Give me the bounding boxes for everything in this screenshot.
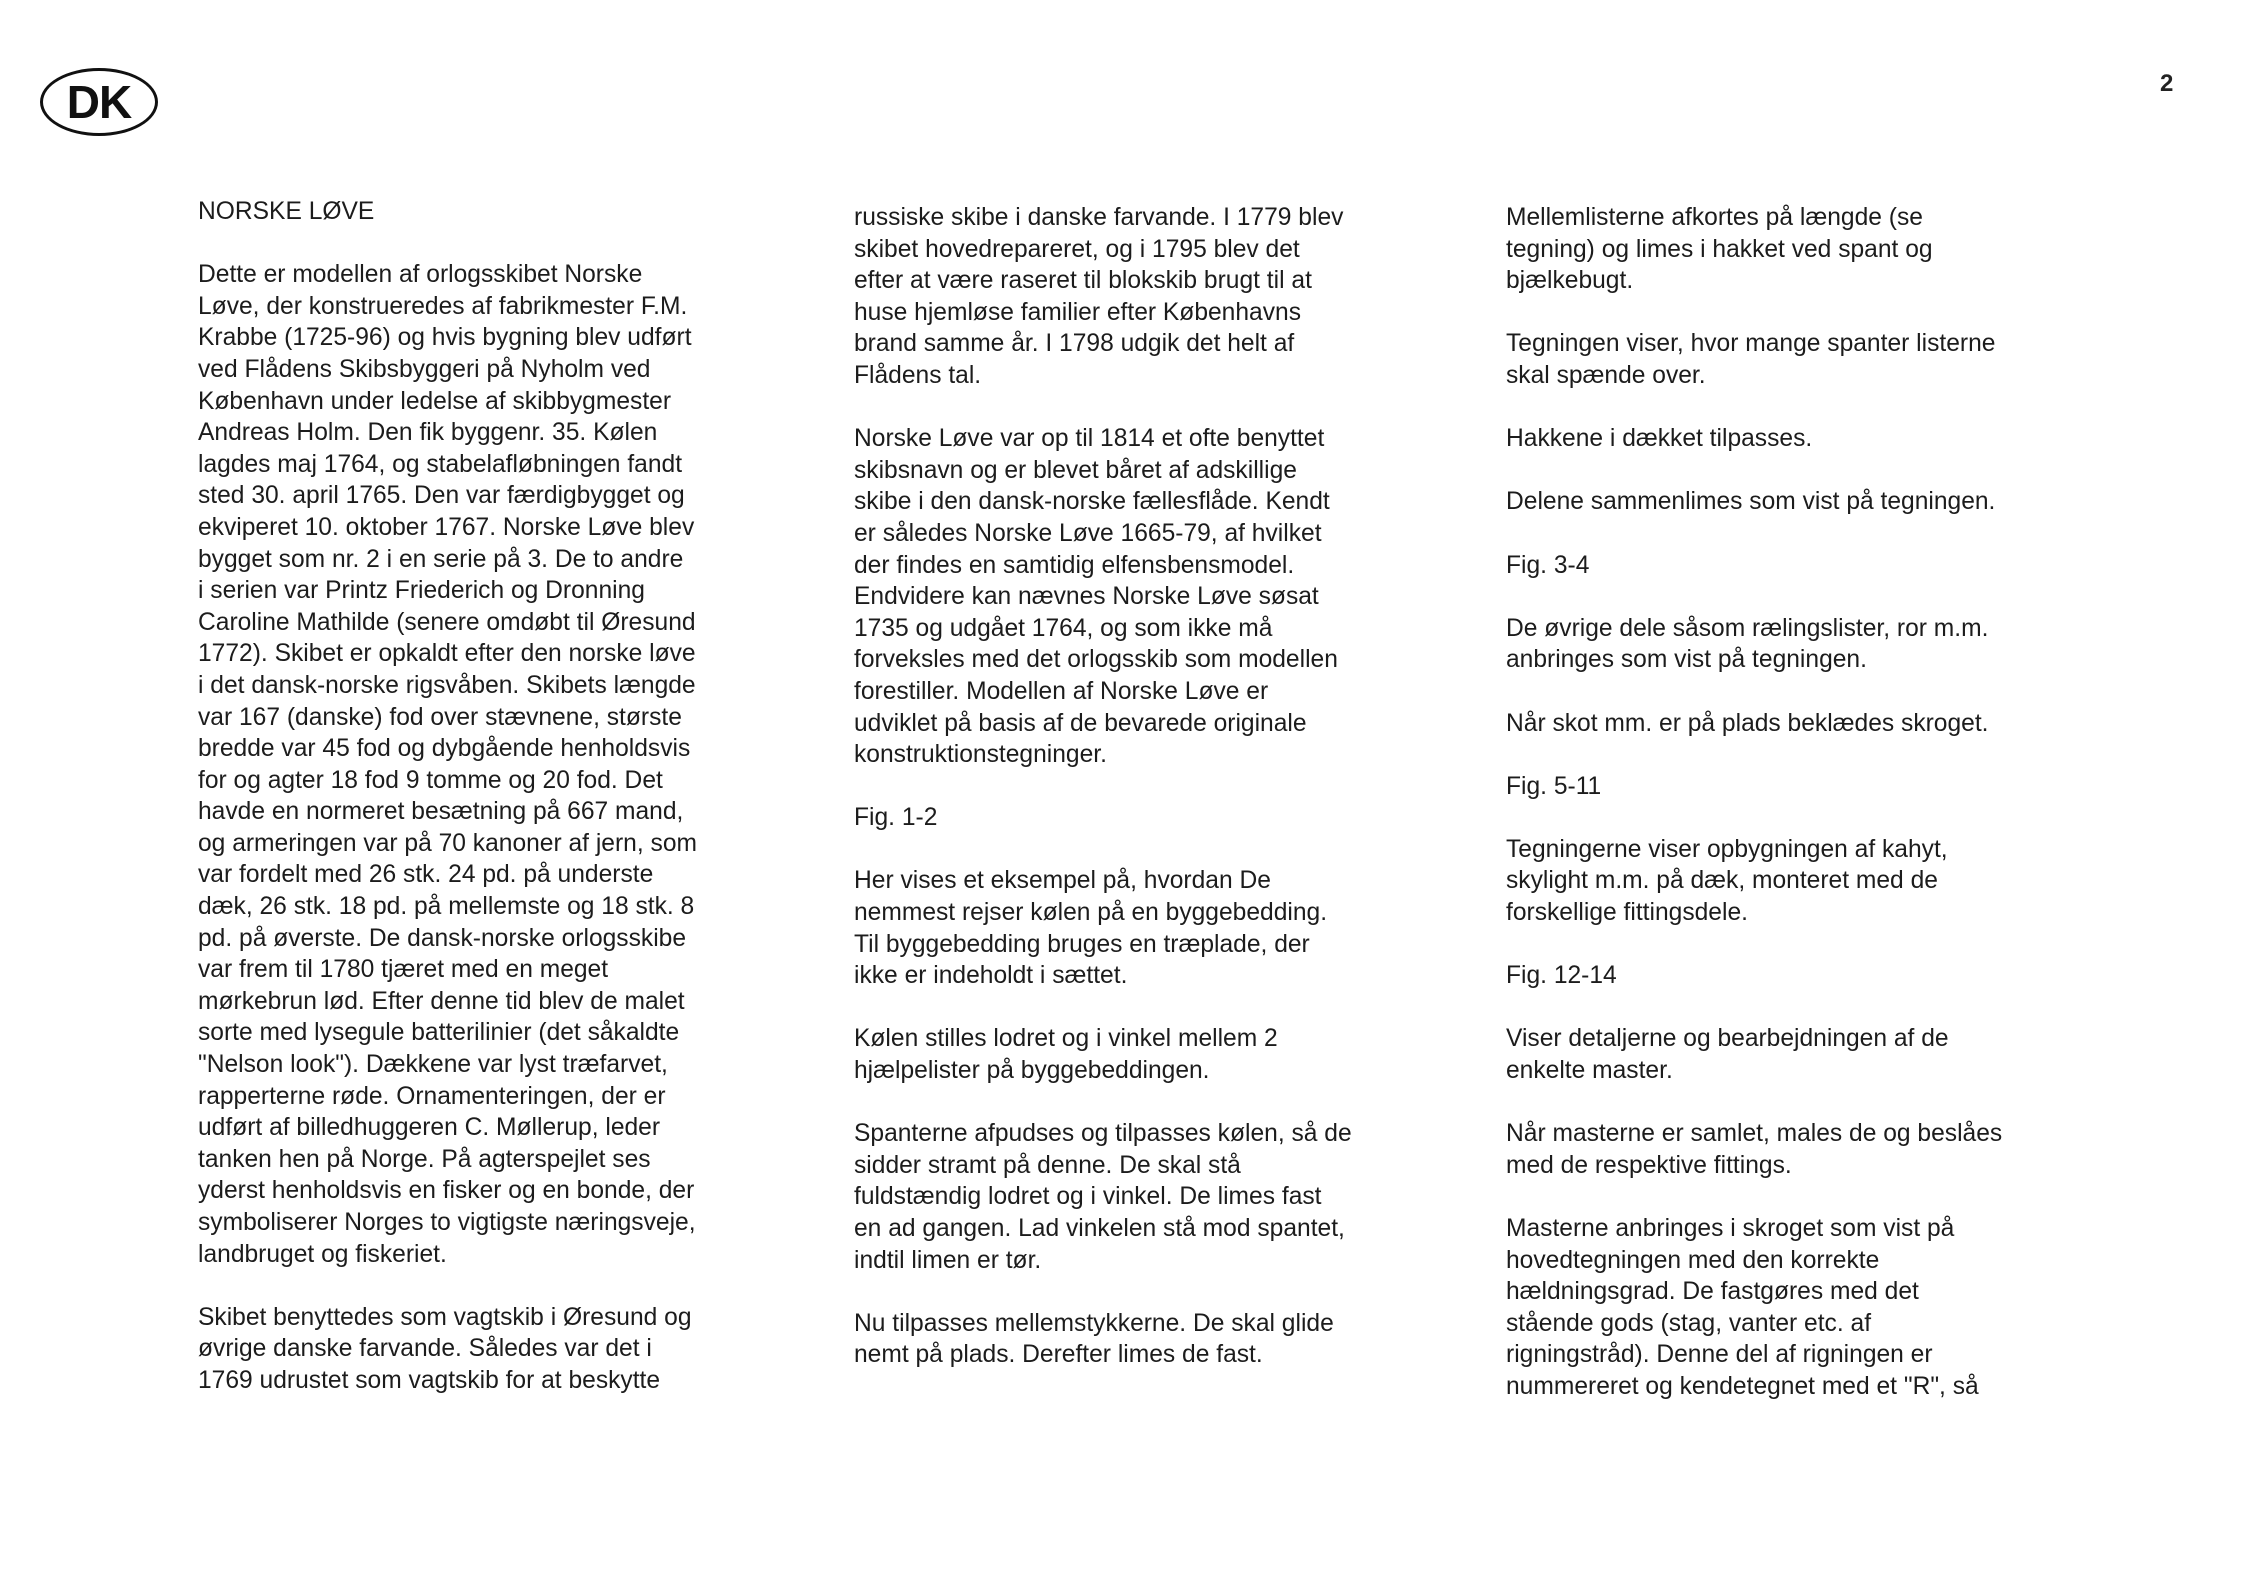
paragraph [1506,202,2096,297]
paragraph [198,196,788,228]
text-line: De øvrige dele såsom rælingslister, ror m.m. [1506,614,1989,642]
text-line: Hakkene i dækket tilpasses. [1506,425,1813,453]
text-line: i det dansk-norske rigsvåben. Skibets længde [198,671,696,699]
text-line: ved Flådens Skibsbyggeri på Nyholm ved [198,355,651,383]
country-badge: DK [40,68,158,136]
text-line: NORSKE LØVE [198,198,375,225]
text-line: brand samme år. I 1798 udgik det helt af [854,330,1295,358]
text-line: bygget som nr. 2 i en serie på 3. De to andre [198,545,684,573]
text-line: tanken hen på Norge. På agterspejlet ses [198,1145,651,1173]
text-line: "Nelson look"). Dækkene var lyst træfarvet, [198,1051,668,1079]
text-line: sorte med lysegule batterilinier (det såkaldte [198,1019,680,1047]
text-line: Fig. 1-2 [854,804,938,832]
text-line: landbruget og fiskeriet. [198,1240,447,1268]
text-line: Til byggebedding bruges en træplade, der [854,930,1310,958]
text-line: var 167 (danske) fod over stævnene, største [198,703,682,731]
text-line: rigningstråd). Denne del af rigningen er [1506,1341,1933,1369]
text-line: anbringes som vist på tegningen. [1506,646,1867,674]
text-line: dæk, 26 stk. 18 pd. på mellemste og 18 stk. 8 [198,893,695,921]
paragraph [1506,708,2096,740]
text-line: nummereret og kendetegnet med et "R", så [1506,1372,1979,1400]
text-line: havde en normeret besætning på 667 mand, [198,798,684,826]
text-line: rapperterne røde. Ornamenteringen, der er [198,1082,666,1110]
text-line: 1735 og udgået 1764, og som ikke må [854,614,1273,642]
text-line: bredde var 45 fod og dybgående henholdsvis [198,735,691,763]
text-line: 1772). Skibet er opkaldt efter den norske løve [198,640,696,668]
text-line: pd. på øverste. De dansk-norske orlogsskibe [198,924,687,952]
text-line: bjælkebugt. [1506,267,1634,295]
paragraph [1506,1023,2096,1086]
text-line: en ad gangen. Lad vinkelen stå mod spantet, [854,1215,1345,1242]
text-line: var frem til 1780 tjæret med en meget [198,956,609,984]
text-column-3 [1506,202,2096,1434]
text-line: indtil limen er tør. [854,1246,1042,1274]
text-line: huse hjemløse familier efter Københavns [854,298,1301,326]
text-line: forskellige fittingsdele. [1506,899,1748,927]
text-line: Flådens tal. [854,361,982,389]
text-line: København under ledelse af skibbygmester [198,387,672,415]
text-line: Nu tilpasses mellemstykkerne. De skal glide [854,1309,1334,1337]
text-line: udført af billedhuggeren C. Møllerup, leder [198,1114,661,1142]
text-line: skal spænde over. [1506,361,1706,389]
paragraph [854,1308,1444,1371]
text-line: hjælpelister på byggebeddingen. [854,1057,1210,1085]
paragraph [1506,960,2096,992]
paragraph [1506,550,2096,582]
text-line: i serien var Printz Friederich og Dronning [198,577,645,605]
text-line: efter at være raseret til blokskib brugt til at [854,267,1312,295]
text-line: russiske skibe i danske farvande. I 1779 blev [854,204,1344,231]
paragraph [198,1302,788,1397]
text-line: skylight m.m. på dæk, monteret med de [1506,867,1938,895]
text-line: Fig. 3-4 [1506,551,1590,579]
text-line: Når skot mm. er på plads beklædes skroget. [1506,709,1989,737]
text-line: var fordelt med 26 stk. 24 pd. på underste [198,861,654,889]
text-line: Løve, der konstrueredes af fabrikmester F.M. [198,292,688,320]
text-line: forveksles med det orlogsskib som modellen [854,646,1338,674]
text-line: og armeringen var på 70 kanoner af jern, som [198,829,697,857]
text-line: Fig. 12-14 [1506,962,1617,990]
paragraph [1506,423,2096,455]
text-line: stående gods (stag, vanter etc. af [1506,1309,1872,1337]
text-line: Her vises et eksempel på, hvordan De [854,867,1271,895]
text-line: Caroline Mathilde (senere omdøbt til Øresund [198,608,696,636]
text-line: der findes en samtidig elfensbensmodel. [854,551,1295,579]
paragraph [854,865,1444,991]
text-line: yderst henholdsvis en fisker og en bonde, der [198,1177,695,1205]
text-line: Viser detaljerne og bearbejdningen af de [1506,1025,1949,1053]
text-line: skibe i den dansk-norske fællesflåde. Kendt [854,488,1330,516]
text-line: Norske Løve var op til 1814 et ofte benyttet [854,425,1325,453]
text-line: Spanterne afpudses og tilpasses kølen, så de [854,1120,1352,1148]
text-line: ekviperet 10. oktober 1767. Norske Løve blev [198,513,695,541]
text-line: Endvidere kan nævnes Norske Løve søsat [854,583,1319,611]
text-line: Andreas Holm. Den fik byggenr. 35. Kølen [198,419,658,447]
paragraph [198,259,788,1270]
paragraph [854,202,1444,392]
paragraph [1506,1213,2096,1403]
paragraph [1506,328,2096,391]
paragraph [854,802,1444,834]
text-column-1 [198,196,788,1428]
page-number: 2 [2160,70,2174,97]
text-line: Masterne anbringes i skroget som vist på [1506,1215,1955,1242]
text-line: Krabbe (1725-96) og hvis bygning blev udført [198,324,692,352]
text-line: mørkebrun lød. Efter denne tid blev de malet [198,987,685,1015]
text-line: fuldstændig lodret og i vinkel. De limes fast [854,1183,1322,1211]
paragraph [1506,834,2096,929]
text-line: Fig. 5-11 [1506,772,1602,800]
text-line: for og agter 18 fod 9 tomme og 20 fod. Det [198,766,663,794]
text-line: hovedtegningen med den korrekte [1506,1246,1880,1274]
paragraph [854,1023,1444,1086]
paragraph [1506,613,2096,676]
text-line: Kølen stilles lodret og i vinkel mellem 2 [854,1025,1278,1053]
text-line: Skibet benyttedes som vagtskib i Øresund og [198,1303,692,1331]
text-line: Tegningerne viser opbygningen af kahyt, [1506,835,1948,863]
text-line: Når masterne er samlet, males de og beslåes [1506,1120,2003,1148]
text-line: er således Norske Løve 1665-79, af hvilket [854,519,1322,547]
paragraph [854,1118,1444,1276]
text-line: nemmest rejser kølen på en byggebedding. [854,899,1328,927]
text-line: udviklet på basis af de bevarede originale [854,709,1307,737]
text-line: tegning) og limes i hakket ved spant og [1506,235,1933,263]
text-line: Tegningen viser, hvor mange spanter listerne [1506,330,1996,358]
paragraph [854,423,1444,771]
text-line: med de respektive fittings. [1506,1151,1792,1179]
text-column-2 [854,202,1444,1403]
text-line: øvrige danske farvande. Således var det i [198,1335,652,1363]
text-line: symboliserer Norges to vigtigste næringsveje, [198,1209,696,1236]
text-line: skibet hovedrepareret, og i 1795 blev det [854,235,1300,263]
text-line: lagdes maj 1764, og stabelafløbningen fandt [198,450,683,478]
text-line: Delene sammenlimes som vist på tegningen. [1506,488,1996,516]
text-line: konstruktionstegninger. [854,741,1107,769]
text-line: sted 30. april 1765. Den var færdigbygget og [198,482,685,510]
paragraph [1506,1118,2096,1181]
paragraph [1506,486,2096,518]
text-line: enkelte master. [1506,1057,1673,1085]
text-line: sidder stramt på denne. De skal stå [854,1151,1241,1179]
text-line: forestiller. Modellen af Norske Løve er [854,677,1269,705]
text-line: hældningsgrad. De fastgøres med det [1506,1278,1919,1306]
text-line: skibsnavn og er blevet båret af adskillige [854,456,1297,484]
text-line: nemt på plads. Derefter limes de fast. [854,1341,1263,1369]
text-line: Mellemlisterne afkortes på længde (se [1506,204,1923,231]
text-line: 1769 udrustet som vagtskib for at beskytte [198,1366,661,1394]
paragraph [1506,771,2096,803]
text-line: ikke er indeholdt i sættet. [854,962,1128,990]
text-line: Dette er modellen af orlogsskibet Norske [198,261,643,289]
